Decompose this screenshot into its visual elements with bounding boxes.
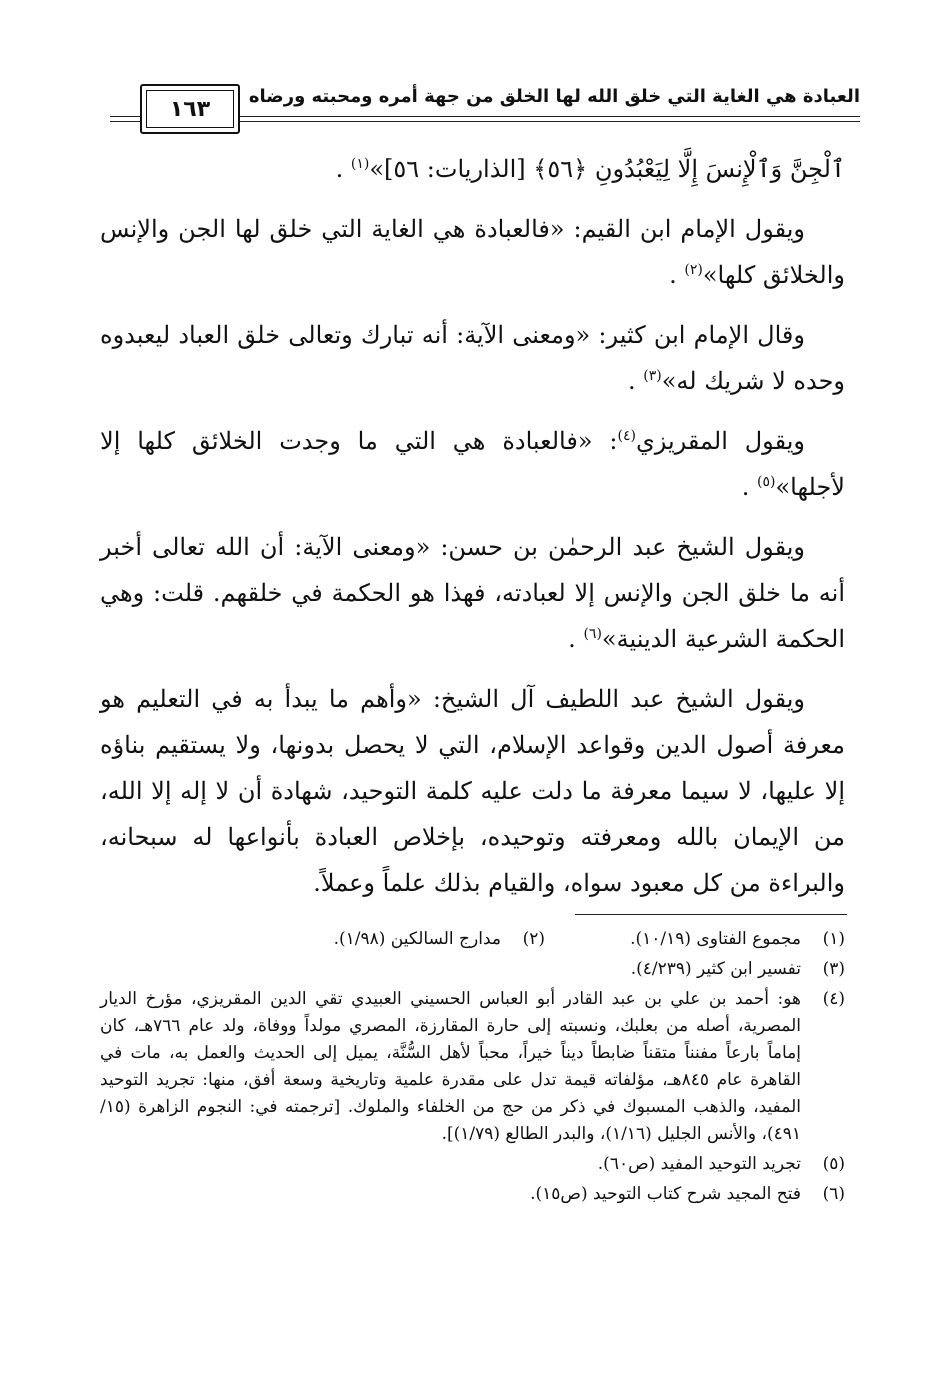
- footnote-3: [100, 956, 845, 983]
- verse-continuation: [100, 146, 845, 192]
- paragraph-text: ويقول المقريزي: [635, 427, 805, 455]
- footnote-marker: (٦): [583, 626, 602, 642]
- footnote-text: مدارج السالكين (١/٩٨).: [333, 929, 501, 949]
- footnote-number: (٦): [822, 1184, 845, 1204]
- page-header: [100, 74, 860, 134]
- footnote-marker: (٤): [617, 428, 636, 444]
- paragraph-text: ويقول الشيخ عبد اللطيف آل الشيخ: «وأهم ما يبدأ به في التعليم هو معرفة أصول الدين وقواعد الإسلام، التي لا يحصل بدونها، ولا يستقيم بناؤه إلا عليها، لا سيما معرفة ما دلت عليه كلمة التوحيد، شهادة أن لا إله إلا الله، من الإيمان بالله ومعرفته وتوحيده، بإخلاص العبادة بأنواعها له سبحانه، والبراءة من كل معبود سواه، والقيام بذلك علماً وعملاً.: [100, 685, 845, 897]
- footnote-marker: (٢): [684, 262, 703, 278]
- footnote-separator: [575, 914, 847, 915]
- footnote-2: [100, 926, 545, 953]
- main-text: [100, 146, 845, 920]
- paragraph-ibn-alqayyim: [100, 206, 845, 298]
- footnote-text: مجموع الفتاوى (١٠/١٩).: [630, 929, 801, 949]
- paragraph-text: ويقول الشيخ عبد الرحمٰن بن حسن: «ومعنى الآية: أن الله تعالى أخبر أنه ما خلق الجن والإنس إلا لعبادته، فهذا هو الحكمة في خلقهم. قلت: وهي الحكمة الشرعية الدينية»: [100, 533, 845, 653]
- footnote-number: (٤): [822, 989, 845, 1009]
- footnote-number: (٢): [522, 929, 545, 949]
- footnote-5: [100, 1151, 845, 1178]
- footnotes: [100, 926, 845, 1211]
- paragraph-abdulrahman: [100, 524, 845, 662]
- paragraph-ibn-kathir: [100, 312, 845, 404]
- sentence-end: .: [627, 367, 636, 395]
- footnote-4: [100, 986, 845, 1148]
- sentence-end: .: [741, 473, 750, 501]
- footnote-row: [100, 926, 845, 953]
- paragraph-text: ويقول الإمام ابن القيم: «فالعبادة هي الغاية التي خلق لها الجن والإنس والخلائق كلها»: [100, 215, 845, 289]
- sentence-end: .: [335, 155, 344, 183]
- paragraph-maqrizi: [100, 418, 845, 510]
- sentence-end: .: [669, 261, 677, 289]
- footnote-number: (٣): [822, 959, 845, 979]
- quran-verse: ٱلْجِنَّ وَٱلْإِنسَ إِلَّا لِيَعْبُدُونِ ﴿٥٦﴾: [533, 155, 845, 183]
- footnote-number: (٥): [822, 1154, 845, 1174]
- running-title: العبادة هي الغاية التي خلق الله لها الخلق من جهة أمره ومحبته ورضاه: [248, 86, 860, 107]
- footnote-text: تفسير ابن كثير (٤/٢٣٩).: [630, 959, 801, 979]
- paragraph-abdullatif: [100, 676, 845, 906]
- paragraph-text: وقال الإمام ابن كثير: «ومعنى الآية: أنه تبارك وتعالى خلق العباد ليعبدوه وحده لا شريك له»: [100, 321, 845, 395]
- page-number: ١٦٣: [169, 96, 211, 122]
- sentence-end: .: [568, 625, 576, 653]
- footnote-text: فتح المجيد شرح كتاب التوحيد (ص١٥).: [530, 1184, 801, 1204]
- footnote-text: هو: أحمد بن علي بن عبد القادر أبو العباس الحسيني العبيدي تقي الدين المقريزي، مؤرخ الديار المصرية، أصله من بعلبك، ونسبته إلى حارة المقارزة، المصري مولداً ووفاة، ولد عام ٧٦٦هـ، كان إماماً بارعاً مفنناً متقناً ضابطاً ديناً خيراً، محباً لأهل السُّنَّة، يميل إلى الحديث والعمل به، مات في القاهرة عام ٨٤٥هـ، مؤلفاته قيمة تدل على مقدرة علمية وتاريخية وسعة أفق، منها: تجريد التوحيد المفيد، والذهب المسبوك في ذكر من حج من الخلفاء والملوك. [ترجمته في: النجوم الزاهرة (١٥/ ٤٩١)، والأنس الجليل (١/١٦)، والبدر الطالع (١/٧٩)].: [100, 989, 801, 1144]
- footnote-text: تجريد التوحيد المفيد (ص٦٠).: [597, 1154, 801, 1174]
- verse-reference: [الذاريات: ٥٦]»: [369, 155, 526, 183]
- footnote-number: (١): [822, 929, 845, 949]
- footnote-6: [100, 1181, 845, 1208]
- footnote-marker: (١): [350, 156, 370, 172]
- footnote-marker: (٥): [757, 474, 776, 490]
- footnote-1: [545, 926, 845, 953]
- page-number-box: [140, 84, 240, 134]
- paragraph-text: : «فالعبادة هي التي ما وجدت الخلائق كلها إلا لأجلها»: [100, 427, 845, 501]
- footnote-marker: (٣): [643, 368, 662, 384]
